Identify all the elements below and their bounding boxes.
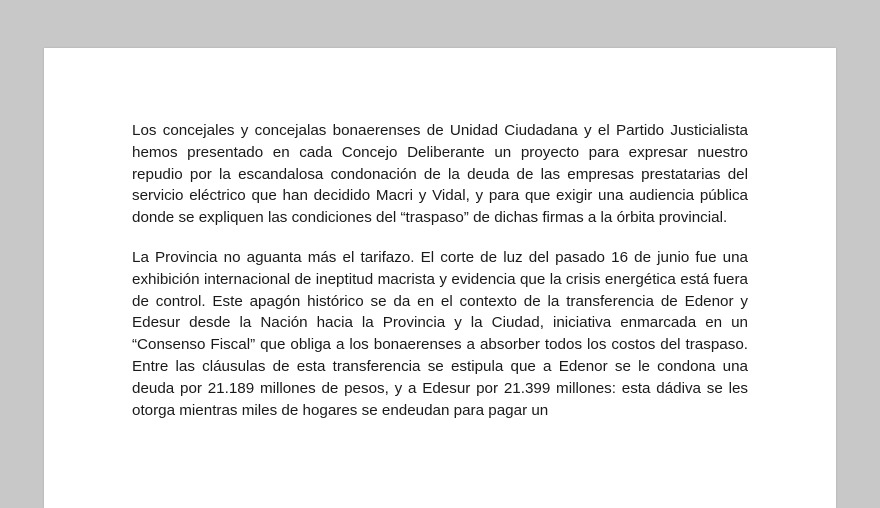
document-page <box>44 48 836 508</box>
paragraph-1: Los concejales y concejalas bonaerenses de Unidad Ciudadana y el Partido Justicialista hemos presentado en cada Concejo Deliberante un proyecto para expresar nuestro repudio por la escandalosa condonación de la deuda de las empresas prestatarias del servicio eléctrico que han decidido Macri y Vidal, y para que exigir una audiencia pública donde se expliquen las condiciones del “traspaso” de dichas firmas a la órbita provincial. <box>132 122 748 227</box>
document-body <box>132 120 748 439</box>
paragraph-2: La Provincia no aguanta más el tarifazo. El corte de luz del pasado 16 de junio fue una exhibición internacional de ineptitud macrista y evidencia que la crisis energética está fuera de control. Este apagón histórico se da en el contexto de la transferencia de Edenor y Edesur desde la Nación hacia la Provincia y la Ciudad, iniciativa enmarcada en un “Consenso Fiscal” que obliga a los bonaerenses a absorber todos los costos del traspaso. Entre las cláusulas de esta transferencia se estipula que a Edenor se le condona una deuda por 21.189 millones de pesos, y a Edesur por 21.399 millones: esta dádiva se les otorga mientras miles de hogares se endeudan para pagar un <box>132 248 748 419</box>
